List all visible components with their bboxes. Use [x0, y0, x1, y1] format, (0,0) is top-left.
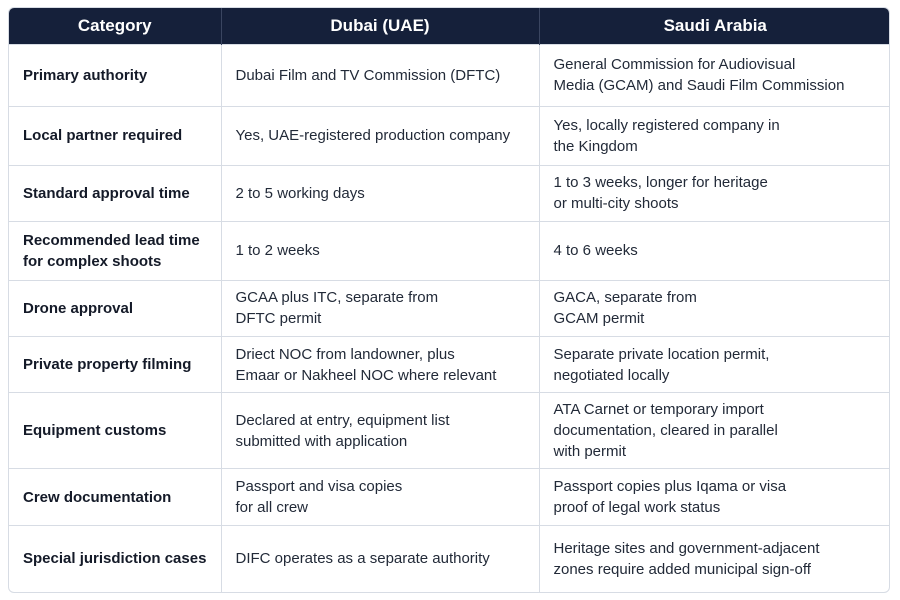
- table-row: [9, 107, 890, 165]
- row-saudi-value: 1 to 3 weeks, longer for heritage or multi-city shoots: [539, 165, 890, 221]
- row-dubai-value: Dubai Film and TV Commission (DFTC): [221, 44, 539, 107]
- row-category: Primary authority: [9, 44, 221, 107]
- row-dubai-value: DIFC operates as a separate authority: [221, 525, 539, 592]
- row-category: Special jurisdiction cases: [9, 525, 221, 592]
- header-dubai: Dubai (UAE): [221, 8, 539, 44]
- row-saudi-value: 4 to 6 weeks: [539, 222, 890, 280]
- header-row: [9, 8, 890, 44]
- table-row: [9, 525, 890, 592]
- row-dubai-value: GCAA plus ITC, separate from DFTC permit: [221, 280, 539, 336]
- row-saudi-value: GACA, separate from GCAM permit: [539, 280, 890, 336]
- row-category: Equipment customs: [9, 393, 221, 469]
- header-saudi: Saudi Arabia: [539, 8, 890, 44]
- row-dubai-value: 1 to 2 weeks: [221, 222, 539, 280]
- row-dubai-value: Yes, UAE-registered production company: [221, 107, 539, 165]
- table-header: [9, 8, 890, 44]
- table-row: [9, 165, 890, 221]
- row-category: Standard approval time: [9, 165, 221, 221]
- row-saudi-value: Heritage sites and government-adjacent zones require added municipal sign-off: [539, 525, 890, 592]
- table-body: [9, 44, 890, 592]
- row-dubai-value: 2 to 5 working days: [221, 165, 539, 221]
- comparison-table-container: [8, 7, 890, 593]
- row-category: Recommended lead time for complex shoots: [9, 222, 221, 280]
- table-row: [9, 44, 890, 107]
- row-saudi-value: Passport copies plus Iqama or visa proof of legal work status: [539, 469, 890, 525]
- comparison-table: [9, 8, 890, 592]
- row-category: Private property filming: [9, 336, 221, 392]
- table-row: [9, 469, 890, 525]
- row-dubai-value: Passport and visa copies for all crew: [221, 469, 539, 525]
- row-saudi-value: ATA Carnet or temporary import documentation, cleared in parallel with permit: [539, 393, 890, 469]
- table-row: [9, 393, 890, 469]
- row-category: Drone approval: [9, 280, 221, 336]
- table-row: [9, 280, 890, 336]
- row-category: Local partner required: [9, 107, 221, 165]
- row-dubai-value: Declared at entry, equipment list submitted with application: [221, 393, 539, 469]
- row-saudi-value: General Commission for Audiovisual Media (GCAM) and Saudi Film Commission: [539, 44, 890, 107]
- row-category: Crew documentation: [9, 469, 221, 525]
- row-dubai-value: Driect NOC from landowner, plus Emaar or Nakheel NOC where relevant: [221, 336, 539, 392]
- row-saudi-value: Yes, locally registered company in the Kingdom: [539, 107, 890, 165]
- table-row: [9, 222, 890, 280]
- row-saudi-value: Separate private location permit, negotiated locally: [539, 336, 890, 392]
- header-category: Category: [9, 8, 221, 44]
- table-row: [9, 336, 890, 392]
